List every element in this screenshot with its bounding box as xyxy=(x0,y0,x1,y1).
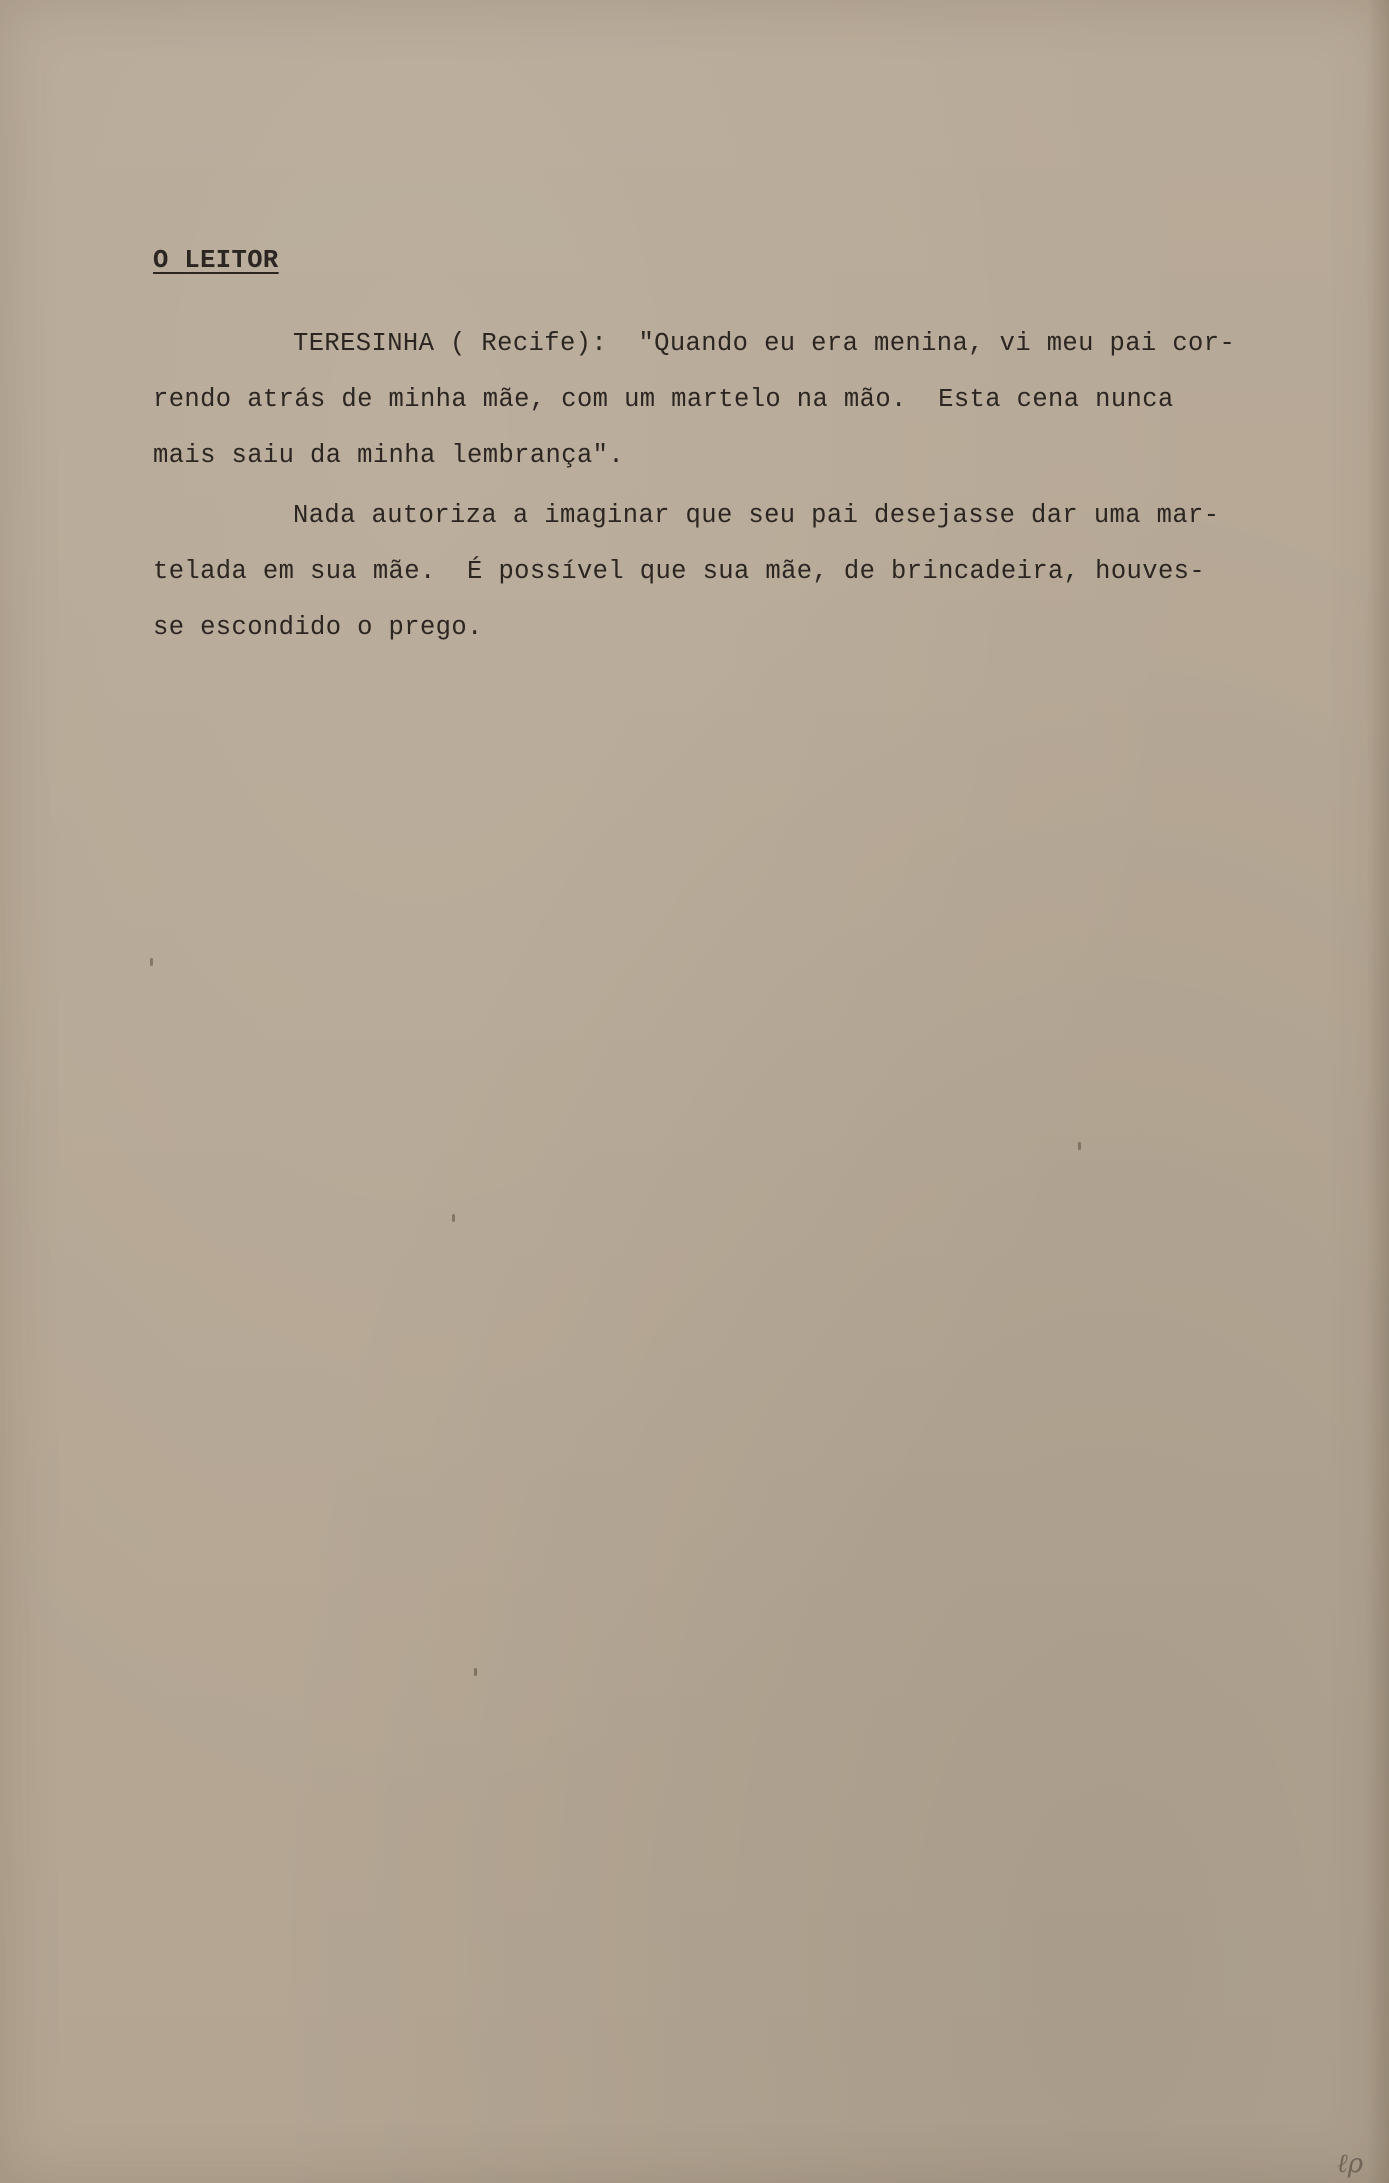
paper-speck xyxy=(1078,1142,1081,1150)
paper-edge-shadow xyxy=(1367,0,1389,2183)
paragraph-2-line-3: se escondido o prego. xyxy=(153,613,483,642)
paper-speck xyxy=(150,958,153,966)
paper-speck xyxy=(452,1214,455,1222)
paper-speck xyxy=(474,1668,477,1676)
document-heading: O LEITOR xyxy=(153,246,279,275)
paragraph-2-line-2: telada em sua mãe. É possível que sua mãe, de brincadeira, houves- xyxy=(153,557,1206,586)
paragraph-2-line-1: Nada autoriza a imaginar que seu pai desejasse dar uma mar- xyxy=(293,501,1220,530)
corner-handwritten-mark: ℓρ xyxy=(1336,2149,1363,2179)
paragraph-1-line-3: mais saiu da minha lembrança". xyxy=(153,441,625,470)
paragraph-1-line-1: TERESINHA ( Recife): "Quando eu era menina, vi meu pai cor- xyxy=(293,329,1236,358)
paragraph-1-line-2: rendo atrás de minha mãe, com um martelo na mão. Esta cena nunca xyxy=(153,385,1174,414)
